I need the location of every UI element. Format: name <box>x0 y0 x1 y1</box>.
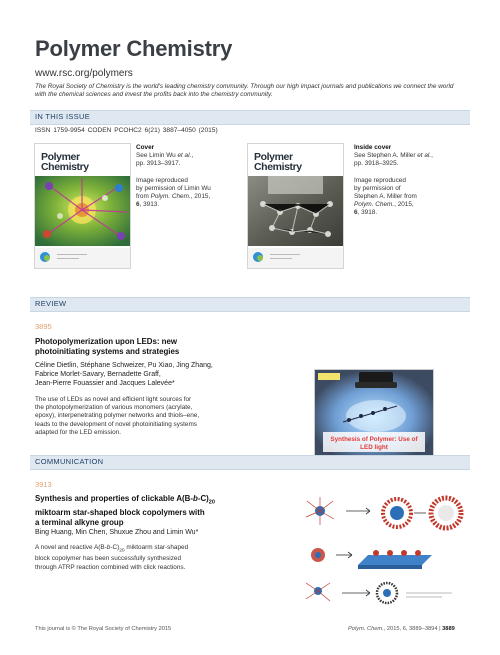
rsc-tagline: The Royal Society of Chemistry is the world's leading chemistry community. Through our high impact journals and publications we connect the world with the chemical sciences and invest the profits back into the chemistry community. <box>35 83 454 99</box>
inside-cover-label: Inside cover <box>354 144 392 151</box>
graphic-caption-line2: LED light <box>360 444 388 451</box>
inside-cover-brand: Polymer Chemistry <box>254 151 302 173</box>
section-bar-in-this-issue <box>30 110 470 125</box>
section-heading: IN THIS ISSUE <box>35 112 91 121</box>
journal-title: Polymer Chemistry <box>35 36 233 61</box>
cover-image[interactable] <box>34 143 131 269</box>
led-setup-illustration <box>315 370 433 456</box>
section-heading: COMMUNICATION <box>35 457 104 466</box>
article-authors: Céline Dietlin, Stéphane Schweizer, Pu Xiao, Jing Zhang, Fabrice Morlet-Savary, Bernadette Graff, Jean-Pierre Fouassier and Jacques Lalevée* <box>35 362 213 387</box>
inside-cover-caption: Inside cover See Stephen A. Miller et al., pp. 3918–3925. Image reproduced by permission of Stephen A. Miller from Polym. Chem., 2015, 6, 3918. <box>354 144 469 218</box>
section-bar-communication <box>30 455 470 470</box>
footer-copyright: This journal is © The Royal Society of Chemistry 2015 <box>35 626 172 632</box>
article-title[interactable]: Synthesis and properties of clickable $A(B-b-C)_{20}$ miktoarm star-shaped block copolymers with a terminal alkyne group <box>35 494 215 527</box>
inside-cover-image[interactable] <box>247 143 344 269</box>
journal-url[interactable]: www.rsc.org/polymers <box>35 68 133 79</box>
cover-caption: Cover See Limin Wu et al., pp. 3913–3917. Image reproduced by permission of Limin Wu from Polym. Chem., 2015, 6, 3913. <box>136 144 246 209</box>
footer-citation: Polym. Chem., 2015, 6, 3889–3894 | 3889 <box>348 626 455 632</box>
cover-brand: Polymer Chemistry <box>41 151 89 173</box>
section-heading: REVIEW <box>35 299 67 308</box>
article-title[interactable]: Photopolymerization upon LEDs: new photoinitiating systems and strategies <box>35 337 180 356</box>
article-page-number[interactable]: 3895 <box>35 322 52 331</box>
footer-page-number: 3889 <box>442 626 455 632</box>
graphic-caption-line1: Synthesis of Polymer: Use of <box>330 436 418 443</box>
cover-artwork <box>35 176 130 246</box>
star-copolymer-toc-graphic[interactable] <box>292 495 465 611</box>
article-abstract: A novel and reactive $A(B-b-C)_{20}$ miktoarm star-shaped block copolymer has been successfully synthesized through ATRP reaction combined with click reactions. <box>35 544 189 571</box>
led-toc-graphic[interactable] <box>314 369 434 457</box>
article-abstract: The use of LEDs as novel and efficient light sources for the photopolymerization of various monomers (acrylate, epoxy), interpenetrating polymer networks and thiols–ene, leads to the development of novel photoinitiating systems adapted for the LED emission. <box>35 396 200 436</box>
article-authors: Bing Huang, Min Chen, Shuxue Zhou and Limin Wu* <box>35 529 199 536</box>
cover-label: Cover <box>136 144 155 151</box>
section-bar-review <box>30 297 470 312</box>
article-page-number[interactable]: 3913 <box>35 480 52 489</box>
copolymer-scheme-illustration <box>292 495 465 611</box>
issn-line: ISSN 1759-9954 CODEN PCOHC2 6(21) 3887–4050 (2015) <box>35 127 218 134</box>
inside-cover-artwork <box>248 176 343 246</box>
